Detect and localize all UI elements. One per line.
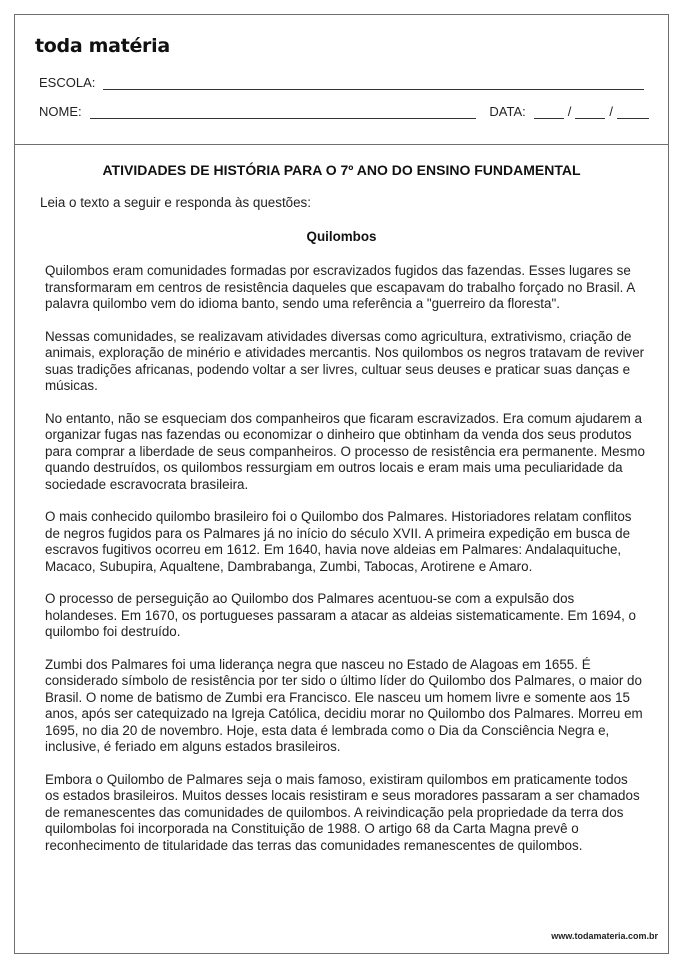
- nome-data-row: [39, 104, 649, 119]
- paragraph: Quilombos eram comunidades formadas por escravizados fugidos das fazendas. Esses lugares se transformaram em centros de resistência daqueles que escapavam do trabalho forçado no Brasil. A palavra quilombo vem do idioma banto, sendo uma referência a "guerreiro da floresta".: [45, 263, 635, 311]
- worksheet-title: ATIVIDADES DE HISTÓRIA PARA O 7º ANO DO ENSINO FUNDAMENTAL: [102, 162, 581, 178]
- paragraph: No entanto, não se esqueciam dos companheiros que ficaram escravizados. Era comum ajudarem a organizar fugas nas fazendas ou economizar o dinheiro que obtinham da venda dos seus produtos para comprar a liberdade de seus companheiros. O processo de resistência era permanente. Mesmo quando destruídos, os quilombos ressurgiam em outros locais e eram mais uma peculiaridade da sociedade escravocrata brasileira.: [45, 410, 645, 492]
- footer-url: www.todamateria.com.br: [551, 931, 658, 941]
- reading-text: [45, 263, 645, 870]
- paragraph: Nessas comunidades, se realizavam atividades diversas como agricultura, extrativismo, criação de animais, exploração de minério e atividades mercantis. Nos quilombos os negros tratavam de reviver suas tradições africanas, podendo voltar a ser livres, cultuar seus deuses e praticar suas danças e músicas.: [45, 328, 645, 393]
- date-separator: /: [567, 104, 572, 119]
- date-separator: /: [609, 104, 613, 119]
- paragraph: Zumbi dos Palmares foi uma liderança negra que nasceu no Estado de Alagoas em 1655. É considerado símbolo de resistência por ter sido o último líder do Quilombo dos Palmares, o maior do Brasil. O nome de batismo de Zumbi era Francisco. Ele nasceu um homem livre e somente aos 15 anos, após ser catequizado na Igreja Católica, decidiu morar no Quilombo dos Palmares. Morreu em 1695, no dia 20 de novembro. Hoje, esta data é lembrada como o Dia da Consciência Negra e, inclusive, é feriado em alguns estados brasileiros.: [45, 656, 643, 754]
- brand-logo: toda matéria: [35, 35, 170, 57]
- text-subtitle: Quilombos: [306, 229, 377, 244]
- date-year-line: [617, 106, 649, 119]
- worksheet: [14, 14, 669, 954]
- date-day-line: [534, 106, 564, 119]
- data-label: DATA:: [489, 104, 526, 119]
- nome-label: NOME:: [39, 104, 82, 119]
- instruction-text: Leia o texto a seguir e responda às questões:: [40, 195, 311, 210]
- date-field: [489, 104, 649, 119]
- date-month-line: [575, 106, 605, 119]
- nome-line: [90, 106, 476, 119]
- escola-field: [39, 75, 644, 90]
- escola-label: ESCOLA:: [39, 75, 96, 90]
- paragraph: O processo de perseguição ao Quilombo dos Palmares acentuou-se com a expulsão dos holandeses. Em 1670, os portugueses passaram a atacar as aldeias sistematicamente. Em 1694, o quilombo foi destruído.: [45, 591, 637, 639]
- worksheet-header: [15, 15, 668, 145]
- escola-line: [103, 77, 644, 90]
- paragraph: O mais conhecido quilombo brasileiro foi o Quilombo dos Palmares. Historiadores relatam conflitos de negros fugidos para os Palmares já no início do século XVII. A primeira expedição em busca de escravos fugitivos ocorreu em 1612. Em 1640, havia nove aldeias em Palmares: Andalaquituche, Macaco, Subupira, Aqualtene, Dambrabanga, Zumbi, Tabocas, Arotirene e Amaro.: [45, 509, 632, 574]
- paragraph: Embora o Quilombo de Palmares seja o mais famoso, existiram quilombos em praticamente todos os estados brasileiros. Muitos desses locais resistiram e seus moradores passaram a ser chamados de remanescentes das comunidades de quilombos. A reivindicação pela propriedade da terra dos quilombolas foi incorporada na Constituição de 1988. O artigo 68 da Carta Magna prevê o reconhecimento de titularidade das terras das comunidades remanescentes de quilombos.: [45, 771, 640, 853]
